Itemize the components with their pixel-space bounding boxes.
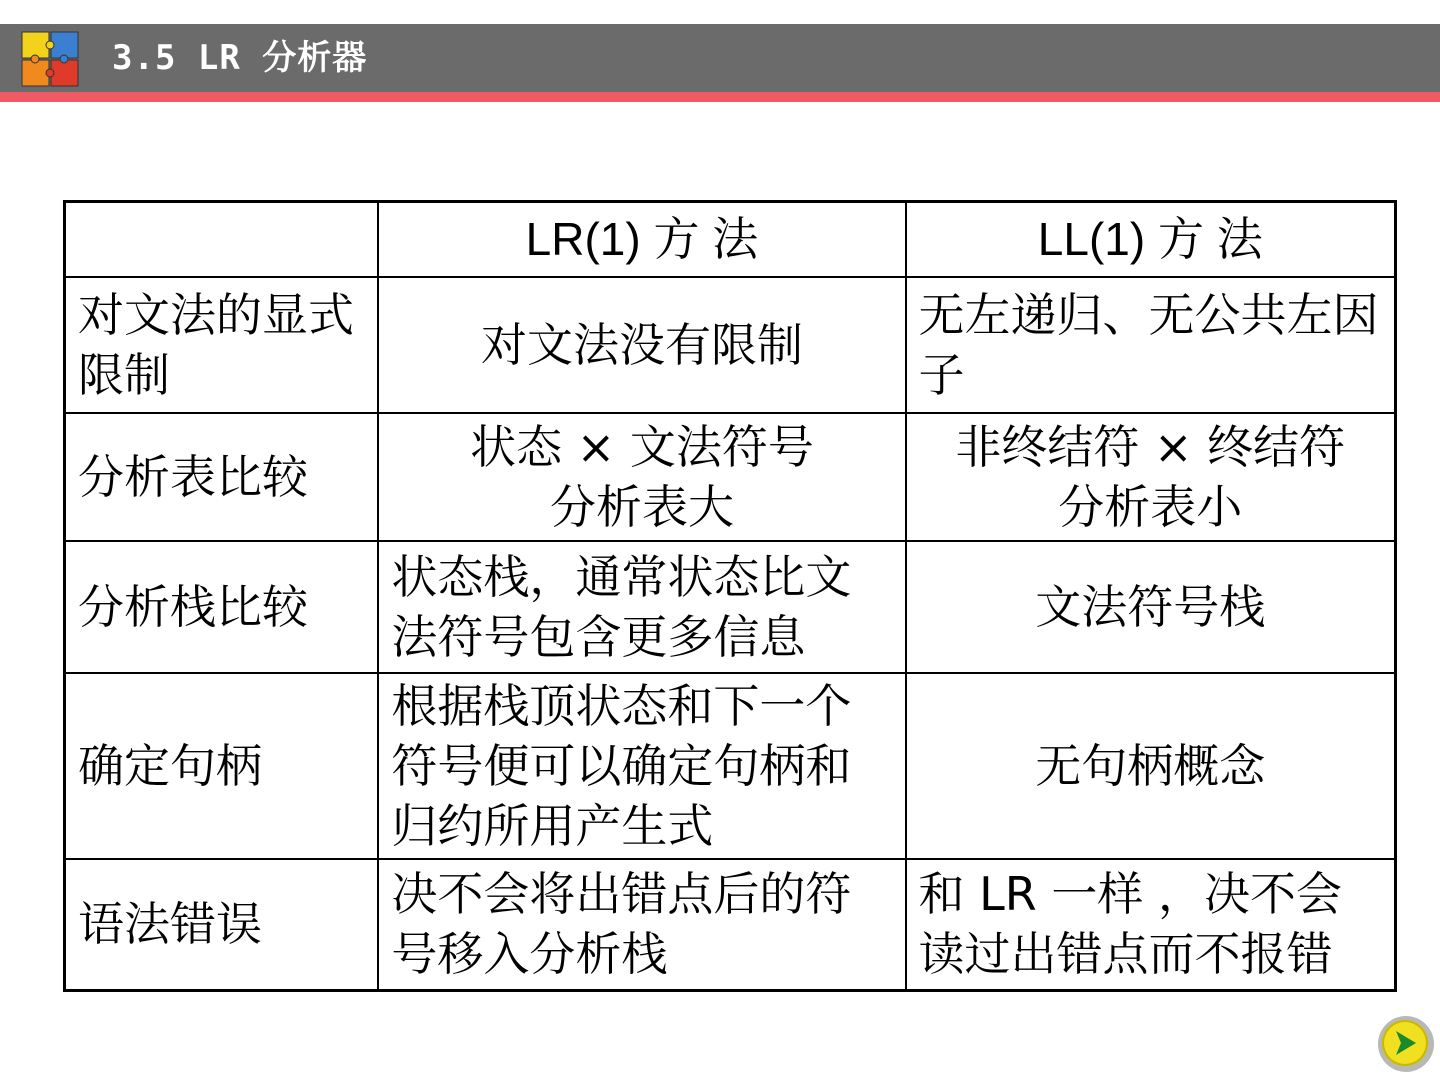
ll-cell: 无左递归、无公共左因子 — [906, 277, 1396, 413]
lr-cell: 根据栈顶状态和下一个符号便可以确定句柄和归约所用产生式 — [378, 673, 905, 859]
table-header-row — [65, 202, 1396, 277]
header-cell-lr1: LR(1) 方 法 — [378, 202, 905, 277]
header-stripe — [0, 92, 1440, 102]
puzzle-logo-icon — [20, 30, 80, 88]
ll-cell-line: 分析表小 — [1058, 479, 1243, 534]
table-row — [65, 673, 1396, 859]
row-label: 对文法的显式限制 — [65, 277, 379, 413]
header-cell-ll1: LL(1) 方 法 — [906, 202, 1396, 277]
row-label: 语法错误 — [65, 859, 379, 991]
lr-cell: 决不会将出错点后的符号移入分析栈 — [378, 859, 905, 991]
row-label: 分析栈比较 — [65, 541, 379, 673]
page-title: 3.5 LR 分析器 — [112, 38, 368, 78]
next-arrow-icon — [1382, 1020, 1428, 1066]
table-row — [65, 541, 1396, 673]
ll-cell: 和 LR 一样 ，决不会读过出错点而不报错 — [906, 859, 1396, 991]
ll-cell: 文法符号栈 — [906, 541, 1396, 673]
next-button-face[interactable] — [1382, 1020, 1428, 1066]
row-label: 确定句柄 — [65, 673, 379, 859]
lr-cell-line: 状态 × 文法符号 — [470, 419, 814, 474]
lr-cell: 对文法没有限制 — [378, 277, 905, 413]
row-label: 分析表比较 — [65, 413, 379, 541]
ll-cell: 无句柄概念 — [906, 673, 1396, 859]
ll-cell — [906, 413, 1396, 541]
next-slide-button[interactable] — [1378, 1016, 1434, 1072]
ll-cell-line: 非终结符 × 终结符 — [955, 419, 1346, 474]
lr-cell-line: 分析表大 — [549, 479, 734, 534]
table-row — [65, 277, 1396, 413]
comparison-table — [63, 200, 1397, 992]
lr-cell — [378, 413, 905, 541]
table-row — [65, 413, 1396, 541]
header-cell-empty — [65, 202, 379, 277]
lr-cell: 状态栈，通常状态比文法符号包含更多信息 — [378, 541, 905, 673]
table-row — [65, 859, 1396, 991]
